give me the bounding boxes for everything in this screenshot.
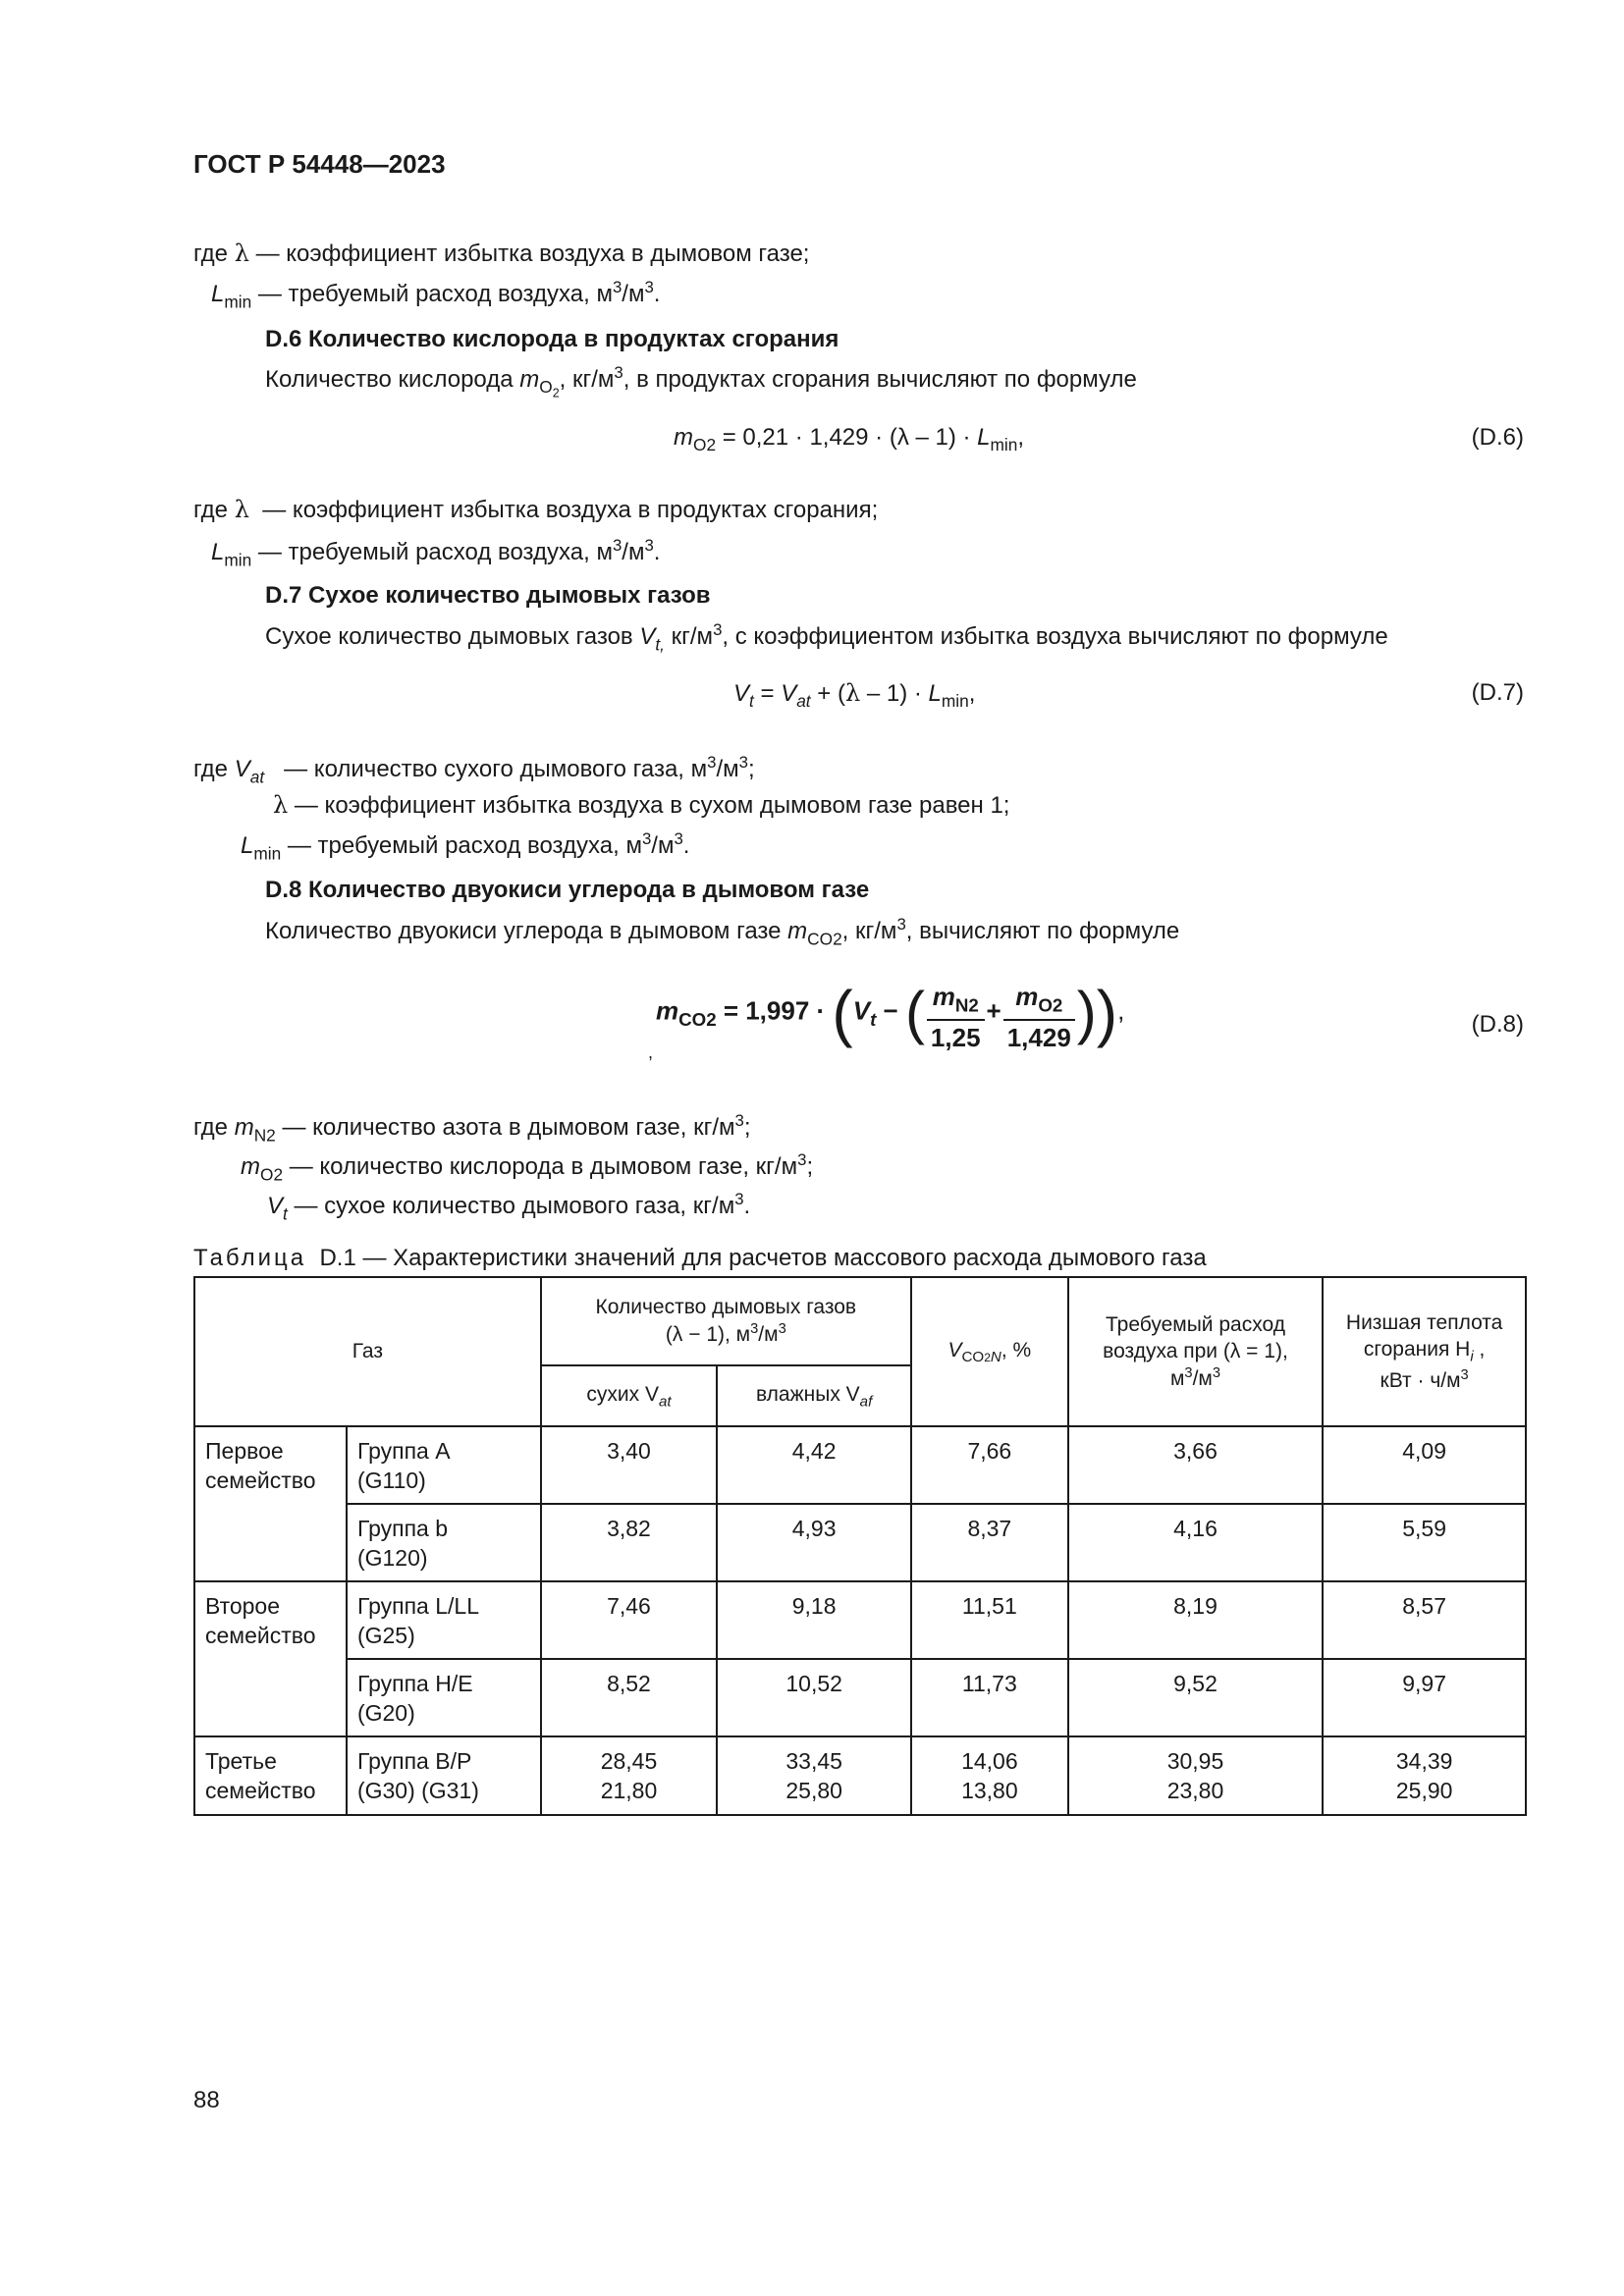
d8-intro-text: Количество двуокиси углерода в дымовом газе $m_{CO2}$, $кг/м^3$, вычисляют по формуле: [265, 915, 1180, 949]
heat-cell: 34,39 25,90: [1323, 1736, 1526, 1815]
where-line-lmin: $L_{min}$ — требуемый расход воздуха, $м^3/м^3$.: [211, 278, 661, 312]
vco2-cell: 14,06 13,80: [911, 1736, 1068, 1815]
wet-cell: 4,42: [717, 1426, 911, 1504]
header-vco2: $V_{CO2N}$, %: [911, 1277, 1068, 1426]
formula-d7: $V_t = V_{at} + (\lambda - 1) \cdot L_{min}$,: [733, 679, 976, 712]
heat-cell: 8,57: [1323, 1581, 1526, 1659]
header-air-demand: Требуемый расход воздуха при (λ = 1), $м^3/м^3$: [1068, 1277, 1324, 1426]
d6-intro-text: Количество кислорода $m_{O_2}$, $кг/м^3$, в продуктах сгорания вычисляют по формуле: [265, 363, 1137, 400]
table-caption: Таблица D.1 — Характеристики значений для расчетов массового расхода дымового газа: [193, 1245, 1207, 1271]
air-cell: 3,66: [1068, 1426, 1324, 1504]
header-wet: влажных $V_{af}$: [717, 1365, 911, 1426]
air-cell: 4,16: [1068, 1504, 1324, 1581]
header-dry: сухих $V_{at}$: [541, 1365, 718, 1426]
air-cell: 9,52: [1068, 1659, 1324, 1736]
heat-cell: 5,59: [1323, 1504, 1526, 1581]
family-cell: Третье семейство: [194, 1736, 347, 1815]
equation-number-d7: (D.7): [1471, 679, 1524, 706]
equation-number-d6: (D.6): [1471, 424, 1524, 451]
heat-cell: 4,09: [1323, 1426, 1526, 1504]
table-row: [194, 1659, 1526, 1736]
wet-cell: 9,18: [717, 1581, 911, 1659]
d6-where-lmin: $L_{min}$ — требуемый расход воздуха, $м^3/м^3$.: [211, 536, 661, 570]
d8-where-vt: $V_t$ — сухое количество дымового газа, $кг/м^3$.: [267, 1190, 751, 1224]
header-flue-gas-amount: Количество дымовых газов (λ − 1), $м^3/м^3$: [541, 1277, 911, 1365]
d7-intro-text: Сухое количество дымовых газов $V_{t,}$ $кг/м^3$, с коэффициентом избытка воздуха вычисляют по формуле: [265, 620, 1388, 655]
family-cell: Первое семейство: [194, 1426, 347, 1581]
dry-cell: 7,46: [541, 1581, 718, 1659]
group-cell: Группа В/Р (G30) (G31): [347, 1736, 541, 1815]
group-cell: Группа H/E (G20): [347, 1659, 541, 1736]
d8-where-mo2: $m_{O2}$ — количество кислорода в дымовом газе, $кг/м^3$;: [241, 1150, 814, 1185]
d7-where-vat: где $V_{at}$ — количество сухого дымового газа, $м^3/м^3$;: [193, 753, 755, 787]
section-heading-d6: D.6 Количество кислорода в продуктах сгорания: [265, 326, 839, 352]
stray-comma: ,: [648, 1042, 654, 1062]
d7-where-lmin: $L_{min}$ — требуемый расход воздуха, $м^3/м^3$.: [241, 829, 690, 864]
where-line-lambda: где λ — коэффициент избытка воздуха в дымовом газе;: [193, 240, 810, 267]
dry-cell: 28,45 21,80: [541, 1736, 718, 1815]
wet-cell: 10,52: [717, 1659, 911, 1736]
equation-number-d8: (D.8): [1471, 1011, 1524, 1038]
vco2-cell: 11,73: [911, 1659, 1068, 1736]
heat-cell: 9,97: [1323, 1659, 1526, 1736]
table-row: [194, 1736, 1526, 1815]
formula-d6: $m_{O2} = 0,21 \cdot 1,429 \cdot (\lambda - 1) \cdot L_{min}$,: [674, 424, 1025, 455]
air-cell: 8,19: [1068, 1581, 1324, 1659]
group-cell: Группа L/LL (G25): [347, 1581, 541, 1659]
document-id: ГОСТ Р 54448—2023: [193, 149, 446, 179]
d6-where-lambda: где λ — коэффициент избытка воздуха в продуктах сгорания;: [193, 496, 879, 523]
section-heading-d7: D.7 Сухое количество дымовых газов: [265, 582, 711, 609]
section-heading-d8: D.8 Количество двуокиси углерода в дымовом газе: [265, 877, 870, 903]
air-cell: 30,95 23,80: [1068, 1736, 1324, 1815]
table-row: [194, 1581, 1526, 1659]
d7-where-lambda: λ — коэффициент избытка воздуха в сухом дымовом газе равен 1;: [273, 791, 1010, 819]
formula-d8: $m_{CO2} = 1,997 \cdot (V_t$ − ( $\frac{m_{N2}}{1,25}$ + $\frac{m_{O2}}{1,429}$ )),: [656, 972, 1124, 1053]
wet-cell: 33,45 25,80: [717, 1736, 911, 1815]
dry-cell: 3,40: [541, 1426, 718, 1504]
header-calorific-value: Низшая теплота сгорания $H_i$ , кВт · $ч/м^3$: [1323, 1277, 1526, 1426]
table-row: [194, 1426, 1526, 1504]
header-gas: Газ: [194, 1277, 541, 1426]
family-cell: Второе семейство: [194, 1581, 347, 1736]
dry-cell: 8,52: [541, 1659, 718, 1736]
group-cell: Группа А (G110): [347, 1426, 541, 1504]
table-row: [194, 1504, 1526, 1581]
group-cell: Группа b (G120): [347, 1504, 541, 1581]
wet-cell: 4,93: [717, 1504, 911, 1581]
d8-where-mn2: где $m_{N2}$ — количество азота в дымовом газе, $кг/м^3$;: [193, 1111, 751, 1146]
vco2-cell: 11,51: [911, 1581, 1068, 1659]
vco2-cell: 7,66: [911, 1426, 1068, 1504]
vco2-cell: 8,37: [911, 1504, 1068, 1581]
table-d1: [193, 1276, 1527, 1816]
dry-cell: 3,82: [541, 1504, 718, 1581]
page-number: 88: [193, 2087, 220, 2113]
